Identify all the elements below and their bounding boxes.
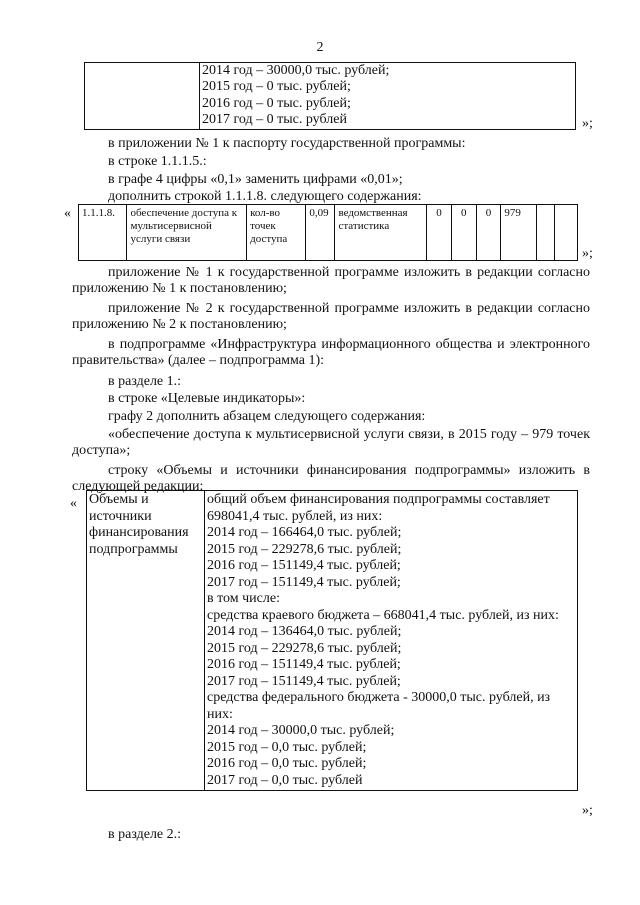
indicator-name-cell: обеспечение доступа к мультисервисной услуги связи	[127, 205, 247, 261]
subprogram-funding-table	[86, 490, 578, 791]
table2-close-quote: »;	[582, 246, 593, 261]
paragraph: строку «Объемы и источники финансирования подпрограммы» изложить в следующей редакции:	[72, 463, 590, 494]
funding-label-cell: Объемы и источники финансирования подпрограммы	[87, 491, 205, 791]
funding-line: 2017 год – 151149,4 тыс. рублей;	[207, 673, 401, 689]
funding-line: 2017 год – 0,0 тыс. рублей	[207, 772, 363, 788]
funding-line: в том числе:	[207, 591, 280, 606]
value-cell: 979	[501, 205, 537, 261]
table1-line: 2014 год – 30000,0 тыс. рублей;	[202, 63, 390, 78]
table1-close-quote: »;	[582, 116, 593, 131]
funding-line: 2015 год – 0,0 тыс. рублей;	[207, 739, 367, 755]
funding-values-cell	[205, 491, 578, 791]
source-cell: ведомственная статистика	[335, 205, 427, 261]
paragraph: в подпрограмме «Инфраструктура информационного общества и электронного правительства» (далее – подпрограмма 1):	[72, 337, 590, 368]
funding-table-continuation	[84, 62, 576, 130]
weight-cell: 0,09	[306, 205, 335, 261]
table1-empty-cell	[85, 63, 200, 130]
text-line: в разделе 1.:	[108, 374, 182, 389]
text-line: в строке 1.1.1.5.:	[108, 154, 207, 169]
text-line: в приложении № 1 к паспорту государственной программы:	[108, 136, 466, 151]
funding-line: 2015 год – 229278,6 тыс. рублей;	[207, 541, 402, 557]
table3-open-quote: «	[70, 496, 77, 511]
paragraph: приложение № 2 к государственной программе изложить в редакции согласно приложению № 2 к постановлению;	[72, 301, 590, 332]
unit-cell: кол-во точек доступа	[247, 205, 306, 261]
value-cell	[536, 205, 554, 261]
funding-line: 2014 год – 30000,0 тыс. рублей;	[207, 723, 395, 738]
funding-line: 2016 год – 151149,4 тыс. рублей;	[207, 558, 401, 573]
text-line: в строке «Целевые индикаторы»:	[108, 391, 306, 406]
value-cell: 0	[451, 205, 476, 261]
value-cell: 0	[427, 205, 452, 261]
row-number-cell: 1.1.1.8.	[79, 205, 127, 261]
text-line: в разделе 2.:	[108, 827, 182, 842]
page-number: 2	[316, 40, 324, 55]
funding-line: средства краевого бюджета – 668041,4 тыс. рублей, из них:	[207, 607, 559, 623]
table1-line: 2016 год – 0 тыс. рублей;	[202, 95, 351, 111]
text-line: графу 2 дополнить абзацем следующего содержания:	[108, 409, 426, 424]
text-line: дополнить строкой 1.1.1.8. следующего содержания:	[108, 189, 422, 204]
table3-close-quote: »;	[582, 803, 593, 818]
funding-line: 2017 год – 151149,4 тыс. рублей;	[207, 574, 401, 590]
paragraph: «обеспечение доступа к мультисервисной услуги связи, в 2015 году – 979 точек доступа»;	[72, 427, 590, 458]
funding-line: средства федерального бюджета - 30000,0 тыс. рублей, из них:	[207, 690, 551, 722]
table2-open-quote: «	[64, 206, 71, 221]
text-line: в графе 4 цифры «0,1» заменить цифрами «0,01»;	[108, 172, 403, 187]
indicator-row-table	[78, 204, 578, 261]
value-cell	[555, 205, 578, 261]
table1-line: 2015 год – 0 тыс. рублей;	[202, 79, 351, 95]
funding-line: 2014 год – 136464,0 тыс. рублей;	[207, 624, 402, 639]
table1-line: 2017 год – 0 тыс. рублей	[202, 112, 347, 128]
funding-line: 2016 год – 151149,4 тыс. рублей;	[207, 657, 401, 672]
paragraph: приложение № 1 к государственной программе изложить в редакции согласно приложению № 1 к постановлению;	[72, 265, 590, 296]
funding-line: 2014 год – 166464,0 тыс. рублей;	[207, 525, 402, 540]
table1-values-cell	[200, 63, 576, 130]
value-cell: 0	[476, 205, 501, 261]
funding-line: 2016 год – 0,0 тыс. рублей;	[207, 756, 367, 771]
funding-line: 2015 год – 229278,6 тыс. рублей;	[207, 640, 402, 656]
funding-line: общий объем финансирования подпрограммы составляет 698041,4 тыс. рублей, из них:	[207, 492, 550, 524]
